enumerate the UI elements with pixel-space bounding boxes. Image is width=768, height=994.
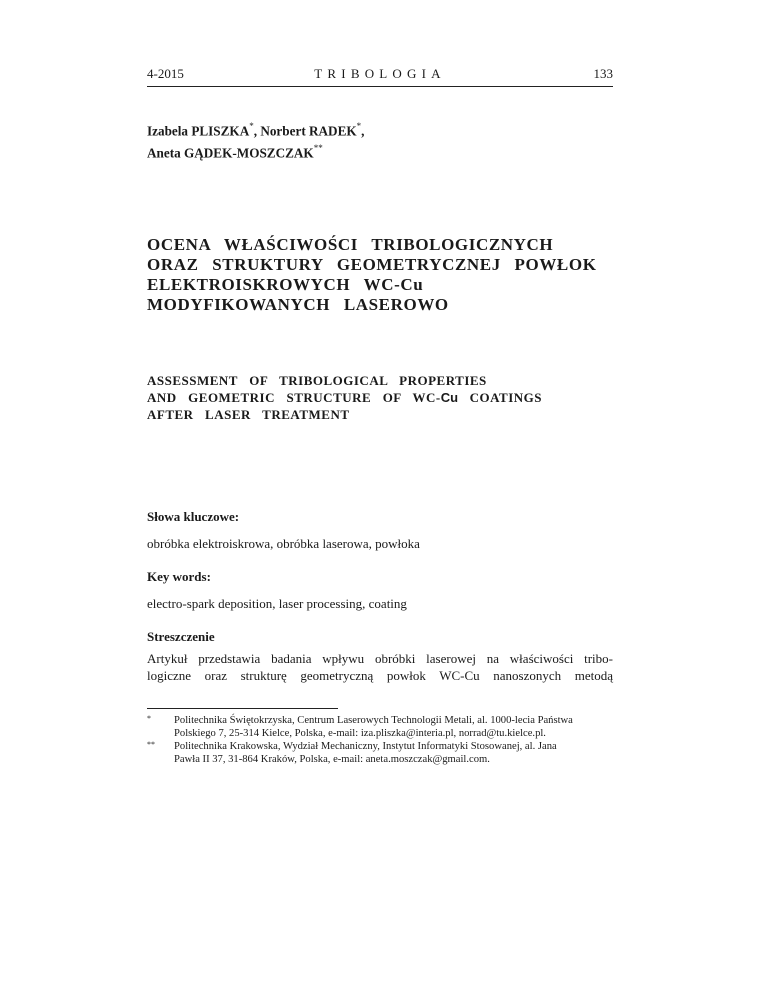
author-line-1 [147, 118, 364, 140]
author-name: Izabela PLISZKA [147, 123, 250, 139]
footnote-text [174, 714, 613, 740]
footnote-text [174, 740, 613, 766]
footnote-rule [147, 708, 338, 709]
affiliation-mark: ** [313, 143, 323, 154]
footnote-line: Polskiego 7, 25-314 Kielce, Polska, e-mail: iza.pliszka@interia.pl, norrad@tu.kielce.pl. [174, 728, 546, 739]
affiliation-mark: * [249, 121, 254, 131]
running-header [147, 66, 613, 82]
issue-number: 4-2015 [147, 66, 184, 81]
paper-page [147, 0, 613, 994]
title-polish-line: MODYFIKOWANYCH LASEROWO [147, 295, 449, 314]
header-rule [147, 86, 613, 87]
keywords-polish-text: obróbka elektroiskrowa, obróbka laserowa, powłoka [147, 536, 420, 551]
affiliation-mark: * [356, 121, 362, 131]
title-english-line: AND GEOMETRIC STRUCTURE OF WC-Cu COATINGS [147, 390, 542, 405]
title-polish-line: ORAZ STRUKTURY GEOMETRYCZNEJ POWŁOK [147, 255, 597, 274]
abstract-heading: Streszczenie [147, 629, 215, 644]
title-english-line: ASSESSMENT OF TRIBOLOGICAL PROPERTIES [147, 373, 487, 388]
abstract-line: Artykuł przedstawia badania wpływu obróbki laserowej na właściwości tribo- [147, 651, 613, 666]
title-polish [147, 235, 597, 315]
abstract-line: logiczne oraz strukturę geometryczną powłok WC-Cu nanoszonych metodą [147, 668, 613, 683]
footnote-line: Politechnika Krakowska, Wydział Mechaniczny, Instytut Informatyki Stosowanej, al. Jana [174, 741, 557, 752]
footnote-line: Pawła II 37, 31-864 Kraków, Polska, e-mail: aneta.moszczak@gmail.com. [174, 754, 490, 765]
footnote-mark: ** [147, 740, 155, 749]
keywords-english-heading: Key words: [147, 569, 211, 584]
author-separator: , [361, 123, 365, 139]
author-separator: , [253, 123, 261, 139]
abstract-body [147, 650, 613, 684]
chemical-symbol-cu: Cu [440, 390, 459, 405]
keywords-english-text: electro-spark deposition, laser processing, coating [147, 596, 407, 611]
page-number: 133 [593, 66, 613, 81]
footnote-line: Politechnika Świętokrzyska, Centrum Laserowych Technologii Metali, al. 1000-lecia Państwa [174, 715, 573, 726]
author-name: Norbert RADEK [260, 123, 357, 139]
footnote-mark: * [147, 714, 151, 723]
author-name: Aneta GĄDEK-MOSZCZAK [147, 145, 314, 161]
keywords-polish-heading: Słowa kluczowe: [147, 509, 240, 524]
author-line-2 [147, 140, 364, 162]
title-english [147, 372, 542, 423]
title-polish-line: OCENA WŁAŚCIWOŚCI TRIBOLOGICZNYCH [147, 235, 554, 254]
title-polish-line: ELEKTROISKROWYCH WC-Cu [147, 275, 424, 294]
author-list [147, 118, 364, 163]
journal-name: TRIBOLOGIA [314, 66, 446, 81]
title-english-line: AFTER LASER TREATMENT [147, 407, 350, 422]
